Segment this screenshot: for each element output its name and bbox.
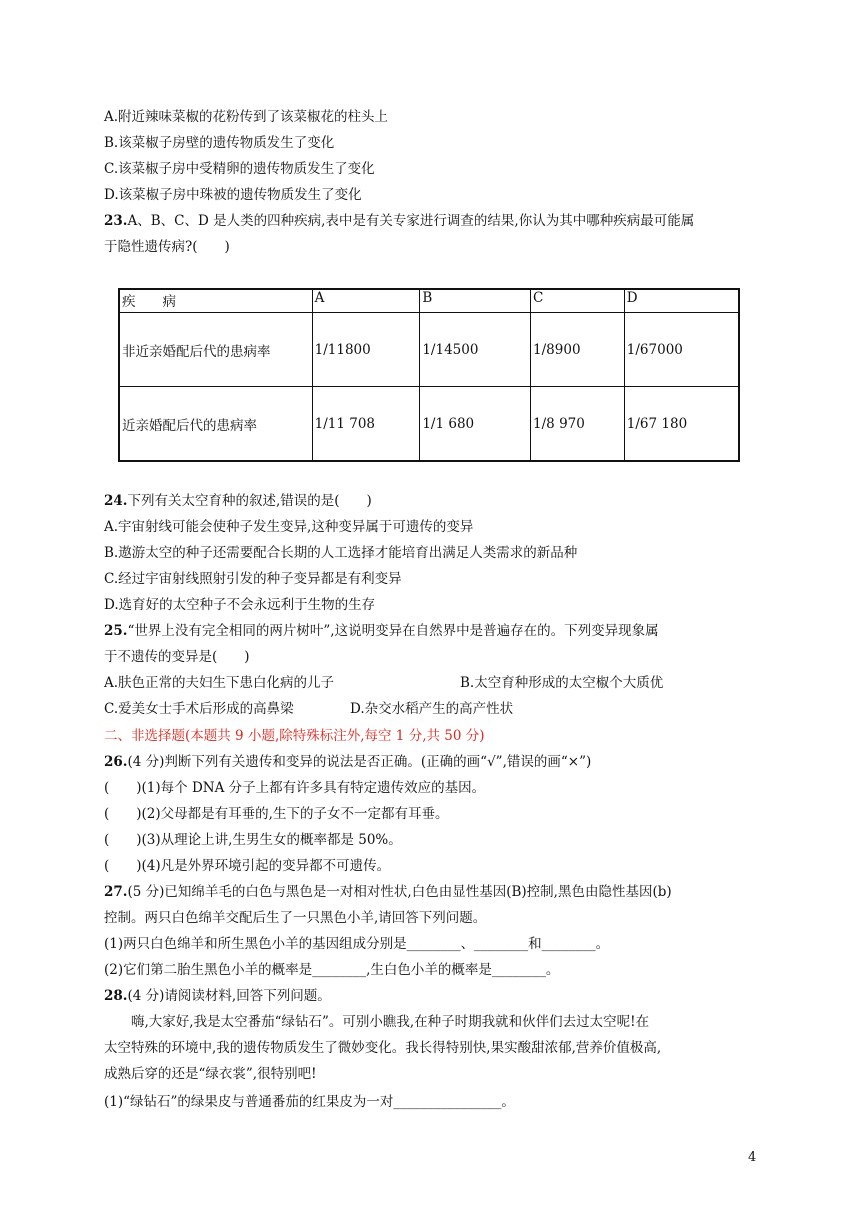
q26-item-2: ( )(2)父母都是有耳垂的,生下的子女不一定都有耳垂。 bbox=[104, 806, 449, 822]
q22-option-a: A.附近辣味菜椒的花粉传到了该菜椒花的柱头上 bbox=[104, 109, 389, 125]
q24-stem bbox=[104, 492, 372, 510]
disease-table bbox=[118, 288, 740, 462]
q27-stem-line1: (5 分)已知绵羊毛的白色与黑色是一对相对性状,白色由显性基因(B)控制,黑色由隐性基因(b) bbox=[127, 884, 672, 900]
q22-option-d: D.该菜椒子房中珠被的遗传物质发生了变化 bbox=[104, 187, 362, 203]
q27-stem bbox=[104, 883, 672, 901]
table-row bbox=[119, 387, 739, 461]
table-cell: 非近亲婚配后代的患病率 bbox=[119, 313, 312, 387]
table-header-cell: C bbox=[531, 289, 625, 313]
q24-number: 24. bbox=[104, 493, 128, 509]
q26-item-4: ( )(4)凡是外界环境引起的变异都不可遗传。 bbox=[104, 858, 391, 874]
q28-number: 28. bbox=[104, 988, 128, 1004]
q22-option-b: B.该菜椒子房壁的遗传物质发生了变化 bbox=[104, 135, 335, 151]
q26-item-1: ( )(1)每个 DNA 分子上都有许多具有特定遗传效应的基因。 bbox=[104, 780, 486, 796]
table-cell: 1/67000 bbox=[624, 313, 739, 387]
q27-sub-1: (1)两只白色绵羊和所生黑色小羊的基因组成分别是________、________和________。 bbox=[104, 936, 610, 952]
q24-stem-text: 下列有关太空育种的叙述,错误的是( ) bbox=[127, 493, 372, 509]
q25-option-d: D.杂交水稻产生的高产性状 bbox=[350, 701, 514, 717]
q23-stem bbox=[104, 212, 694, 230]
q23-stem-line1: A、B、C、D 是人类的四种疾病,表中是有关专家进行调查的结果,你认为其中哪种疾病最可能属 bbox=[127, 213, 695, 229]
q25-stem-line2: 于不遗传的变异是( ) bbox=[104, 649, 250, 665]
table-cell: 1/8 970 bbox=[531, 387, 625, 461]
q28-sub-1: (1)“绿钻石”的绿果皮与普通番茄的红果皮为一对________________。 bbox=[104, 1094, 515, 1110]
q25-option-b: B.太空育种形成的太空椒个大质优 bbox=[460, 675, 664, 691]
q26-stem-text: (4 分)判断下列有关遗传和变异的说法是否正确。(正确的画“√”,错误的画“×”) bbox=[127, 754, 592, 770]
q23-number: 23. bbox=[104, 213, 128, 229]
q26-number: 26. bbox=[104, 754, 128, 770]
table-header-cell: A bbox=[312, 289, 420, 313]
table-row bbox=[119, 313, 739, 387]
table-cell: 1/67 180 bbox=[624, 387, 739, 461]
q26-stem bbox=[104, 753, 591, 771]
table-header-cell: 疾 病 bbox=[119, 289, 312, 313]
q28-stem-text: (4 分)请阅读材料,回答下列问题。 bbox=[127, 988, 331, 1004]
table-cell: 1/11 708 bbox=[312, 387, 420, 461]
q28-paragraph-line1: 嗨,大家好,我是太空番茄“绿钻石”。可别小瞧我,在种子时期我就和伙伴们去过太空呢!在 bbox=[104, 1014, 650, 1030]
table-header-cell: B bbox=[420, 289, 531, 313]
q26-item-3: ( )(3)从理论上讲,生男生女的概率都是 50%。 bbox=[104, 832, 402, 848]
q25-stem bbox=[104, 622, 659, 640]
q28-paragraph-line2: 太空特殊的环境中,我的遗传物质发生了微妙变化。我长得特别快,果实酸甜浓郁,营养价值极高, bbox=[104, 1040, 662, 1056]
table-cell: 1/1 680 bbox=[420, 387, 531, 461]
q25-option-c: C.爱美女士手术后形成的高鼻梁 bbox=[104, 701, 294, 717]
q28-stem bbox=[104, 987, 331, 1005]
q28-paragraph-line3: 成熟后穿的还是“绿衣裳”,很特别吧! bbox=[104, 1066, 317, 1082]
q23-stem-line2: 于隐性遗传病?( ) bbox=[104, 239, 230, 255]
q27-sub-2: (2)它们第二胎生黑色小羊的概率是________,生白色小羊的概率是________。 bbox=[104, 962, 560, 978]
table-cell: 1/8900 bbox=[531, 313, 625, 387]
q25-number: 25. bbox=[104, 623, 128, 639]
q25-option-a: A.肤色正常的夫妇生下患白化病的儿子 bbox=[104, 675, 335, 691]
table-cell: 1/11800 bbox=[312, 313, 420, 387]
q24-option-c: C.经过宇宙射线照射引发的种子变异都是有利变异 bbox=[104, 571, 402, 587]
table-cell: 近亲婚配后代的患病率 bbox=[119, 387, 312, 461]
q24-option-d: D.选育好的太空种子不会永远利于生物的生存 bbox=[104, 597, 376, 613]
table-header-row bbox=[119, 289, 739, 313]
q25-stem-line1: “世界上没有完全相同的两片树叶”,这说明变异在自然界中是普遍存在的。下列变异现象属 bbox=[127, 623, 659, 639]
table-header-cell: D bbox=[624, 289, 739, 313]
q22-option-c: C.该菜椒子房中受精卵的遗传物质发生了变化 bbox=[104, 161, 375, 177]
q24-option-a: A.宇宙射线可能会使种子发生变异,这种变异属于可遗传的变异 bbox=[104, 519, 474, 535]
page-number: 4 bbox=[748, 1150, 757, 1165]
q24-option-b: B.遨游太空的种子还需要配合长期的人工选择才能培育出满足人类需求的新品种 bbox=[104, 545, 578, 561]
q27-stem-line2: 控制。两只白色绵羊交配后生了一只黑色小羊,请回答下列问题。 bbox=[104, 910, 487, 926]
section-title: 二、非选择题(本题共 9 小题,除特殊标注外,每空 1 分,共 50 分) bbox=[104, 728, 485, 744]
table-cell: 1/14500 bbox=[420, 313, 531, 387]
q27-number: 27. bbox=[104, 884, 128, 900]
